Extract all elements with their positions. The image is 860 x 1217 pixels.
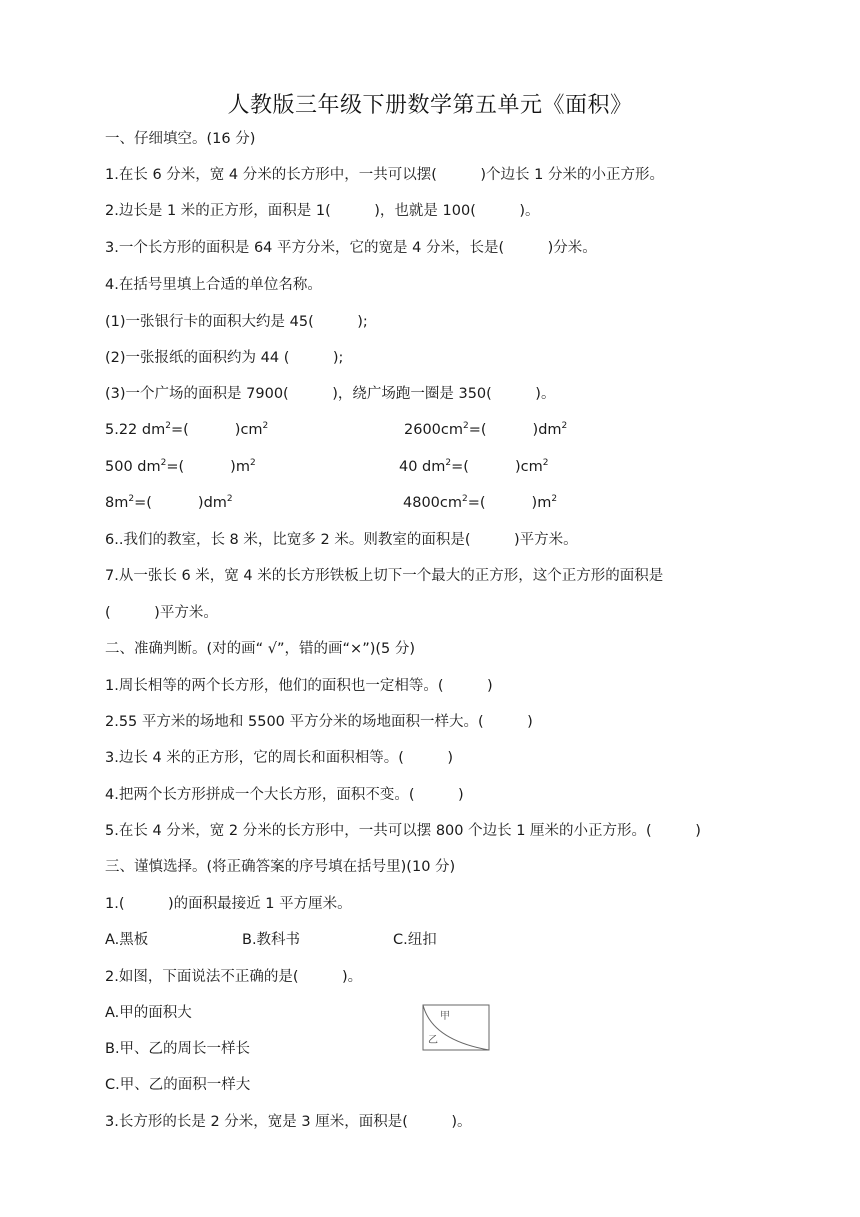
- s1-question-7: 7.从一张长 6 米，宽 4 米的长方形铁板上切下一个最大的正方形，这个正方形的面积是: [105, 568, 664, 584]
- s2-question-5: 5.在长 4 分米，宽 2 分米的长方形中，一共可以摆 800 个边长 1 厘米的小正方形。( ): [105, 823, 701, 839]
- section-1-heading: 一、仔细填空。(16 分): [105, 131, 256, 147]
- figure-svg: [422, 1004, 492, 1052]
- s3-q1-option-a: A.黑板: [105, 932, 149, 948]
- s3-question-3: 3.长方形的长是 2 分米，宽是 3 厘米，面积是( )。: [105, 1114, 472, 1130]
- conversion-40dm2: 40 $dm^2=$( )$cm^2$: [399, 458, 549, 475]
- s1-question-7-cont: ( )平方米。: [105, 605, 218, 621]
- figure-label-yi: 乙: [428, 1035, 438, 1046]
- s1-question-4-2: (2)一张报纸的面积约为 44 ( );: [105, 350, 344, 366]
- rectangle-curve-figure: [422, 1004, 492, 1056]
- conversion-2600cm2: $2600cm^2=$( )$dm^2$: [404, 421, 568, 438]
- s1-question-1: 1.在长 6 分米，宽 4 分米的长方形中，一共可以摆( )个边长 1 分米的小正方形。: [105, 167, 664, 183]
- s1-question-4-3: (3)一个广场的面积是 7900( )，绕广场跑一圈是 350( )。: [105, 386, 556, 402]
- s1-question-2: 2.边长是 1 米的正方形，面积是 1( )，也就是 100( )。: [105, 203, 540, 219]
- s1-question-4: 4.在括号里填上合适的单位名称。: [105, 277, 322, 293]
- s3-q1-option-b: B.教科书: [242, 932, 301, 948]
- s1-question-3: 3.一个长方形的面积是 64 平方分米，它的宽是 4 分米，长是( )分米。: [105, 240, 597, 256]
- s3-q2-option-b: B.甲、乙的周长一样长: [105, 1041, 251, 1057]
- s3-q1-option-c: C.纽扣: [393, 932, 437, 948]
- conversion-5-22dm2: 5.22 $dm^2=$( )$cm^2$: [105, 421, 269, 438]
- section-2-heading: 二、准确判断。(对的画“ √”，错的画“×”)(5 分): [105, 641, 416, 657]
- section-3-heading: 三、谨慎选择。(将正确答案的序号填在括号里)(10 分): [105, 859, 456, 875]
- s2-question-4: 4.把两个长方形拼成一个大长方形，面积不变。( ): [105, 787, 464, 803]
- s3-question-1: 1.( )的面积最接近 1 平方厘米。: [105, 896, 352, 912]
- page-title: 人教版三年级下册数学第五单元《面积》: [227, 93, 633, 118]
- conversion-4800cm2: $4800cm^2=$( )$m^2$: [403, 494, 558, 511]
- s1-question-6: 6..我们的教室，长 8 米，比宽多 2 米。则教室的面积是( )平方米。: [105, 532, 578, 548]
- figure-label-jia: 甲: [440, 1011, 450, 1022]
- s2-question-2: 2.55 平方米的场地和 5500 平方分米的场地面积一样大。( ): [105, 714, 533, 730]
- s3-q2-option-c: C.甲、乙的面积一样大: [105, 1077, 251, 1093]
- conversion-500dm2: 500 $dm^2=$( )$m^2$: [105, 458, 256, 475]
- s2-question-3: 3.边长 4 米的正方形，它的周长和面积相等。( ): [105, 750, 454, 766]
- conversion-8m2: $8m^2=$( )$dm^2$: [105, 494, 233, 511]
- s3-q2-option-a: A.甲的面积大: [105, 1005, 192, 1021]
- s1-question-4-1: (1)一张银行卡的面积大约是 45( );: [105, 314, 368, 330]
- s2-question-1: 1.周长相等的两个长方形，他们的面积也一定相等。( ): [105, 678, 493, 694]
- s3-question-2: 2.如图，下面说法不正确的是( )。: [105, 969, 363, 985]
